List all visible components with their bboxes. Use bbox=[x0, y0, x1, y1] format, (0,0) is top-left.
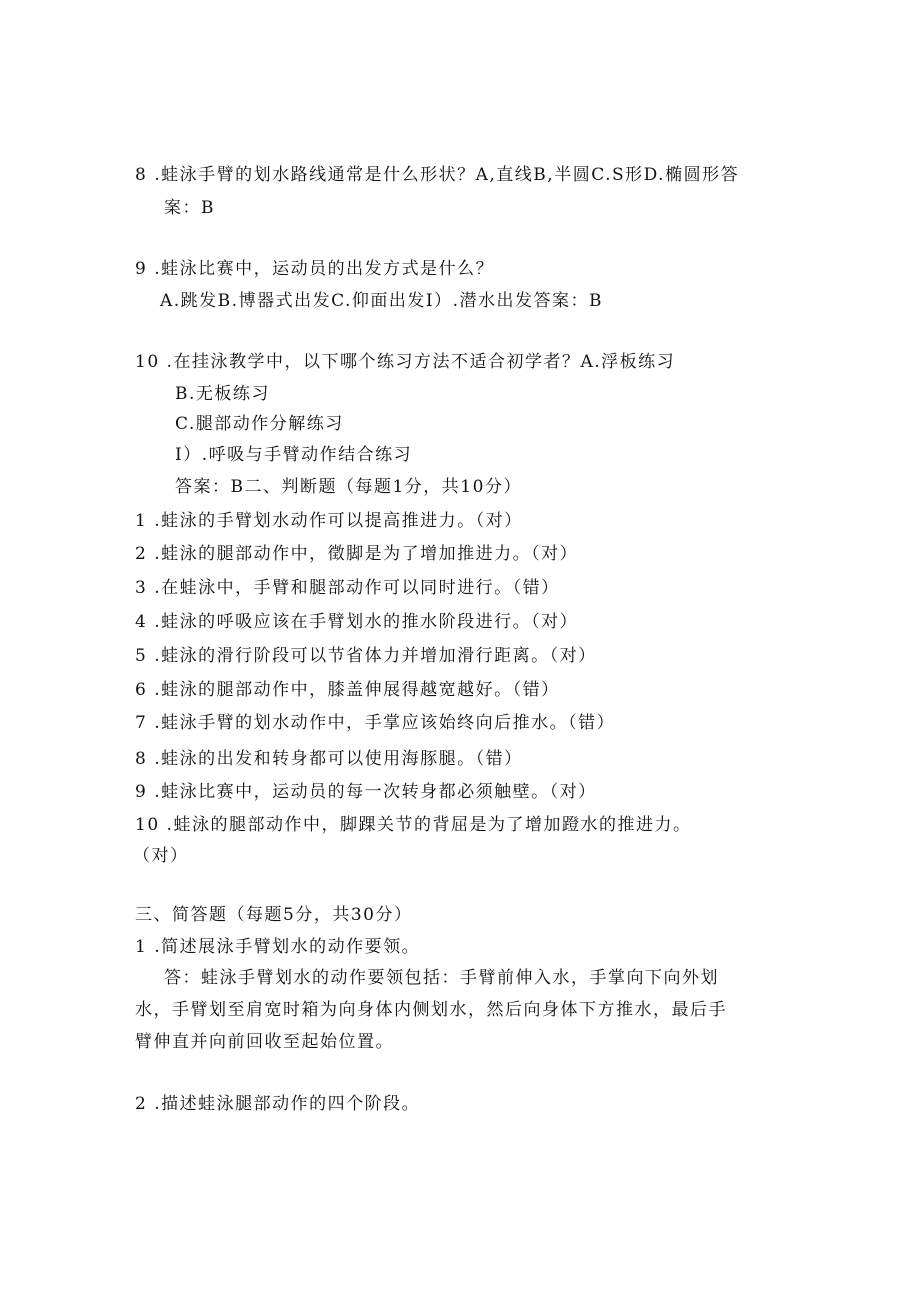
short-answer-question-1: 1 .简述展泳手臂划水的动作要领。 bbox=[135, 937, 421, 957]
judgement-item-continuation: （对） bbox=[133, 846, 189, 866]
question-10-answer-and-section-heading: 答案：B二、判断题（每题1分，共10分） bbox=[175, 477, 522, 497]
question-9-options-answer: A.跳发B.博器式出发C.仰面出发I）.潜水出发答案：B bbox=[160, 291, 603, 311]
short-answer-1-line-1: 答：蛙泳手臂划水的动作要领包括：手臂前伸入水，手掌向下向外划 bbox=[164, 968, 719, 988]
short-answer-1-line-3: 臂伸直并向前回收至起始位置。 bbox=[135, 1032, 394, 1052]
short-answer-1-line-2: 水，手臂划至肩宽时箱为向身体内侧划水，然后向身体下方推水，最后手 bbox=[135, 1000, 727, 1020]
judgement-item: 8 .蛙泳的出发和转身都可以使用海豚腿。（错） bbox=[135, 749, 523, 769]
question-10-text: 10 .在挂泳教学中，以下哪个练习方法不适合初学者？A.浮板练习 bbox=[135, 352, 676, 372]
question-10-option-d: I）.呼吸与手臂动作结合练习 bbox=[175, 445, 413, 465]
judgement-item: 9 .蛙泳比赛中，运动员的每一次转身都必须触壁。（对） bbox=[135, 782, 597, 802]
question-8-text: 8 .蛙泳手臂的划水路线通常是什么形状？A,直线B,半圆C.S形D.椭圆形答 bbox=[135, 165, 740, 185]
judgement-item: 4 .蛙泳的呼吸应该在手臂划水的推水阶段进行。（对） bbox=[135, 612, 579, 632]
short-answer-question-2: 2 .描述蛙泳腿部动作的四个阶段。 bbox=[135, 1094, 421, 1114]
question-10-option-c: C.腿部动作分解练习 bbox=[175, 414, 344, 434]
judgement-item: 2 .蛙泳的腿部动作中，徵脚是为了增加推进力。（对） bbox=[135, 544, 579, 564]
judgement-item: 5 .蛙泳的滑行阶段可以节省体力并增加滑行距离。（对） bbox=[135, 646, 597, 666]
judgement-item: 7 .蛙泳手臂的划水动作中，手掌应该始终向后推水。（错） bbox=[135, 713, 616, 733]
section-heading-short-answer: 三、简答题（每题5分，共30分） bbox=[135, 905, 413, 925]
question-9-text: 9 .蛙泳比赛中，运动员的出发方式是什么？ bbox=[135, 259, 495, 279]
question-8-answer: 案：B bbox=[164, 198, 215, 218]
question-10-option-b: B.无板练习 bbox=[175, 384, 270, 404]
judgement-item: 3 .在蛙泳中，手臂和腿部动作可以同时进行。（错） bbox=[135, 578, 560, 598]
judgement-item: 6 .蛙泳的腿部动作中，膝盖伸展得越宽越好。（错） bbox=[135, 680, 560, 700]
judgement-item: 1 .蛙泳的手臂划水动作可以提高推进力。（对） bbox=[135, 511, 523, 531]
judgement-item: 10 .蛙泳的腿部动作中，脚踝关节的背屈是为了增加蹬水的推进力。 bbox=[135, 815, 692, 835]
